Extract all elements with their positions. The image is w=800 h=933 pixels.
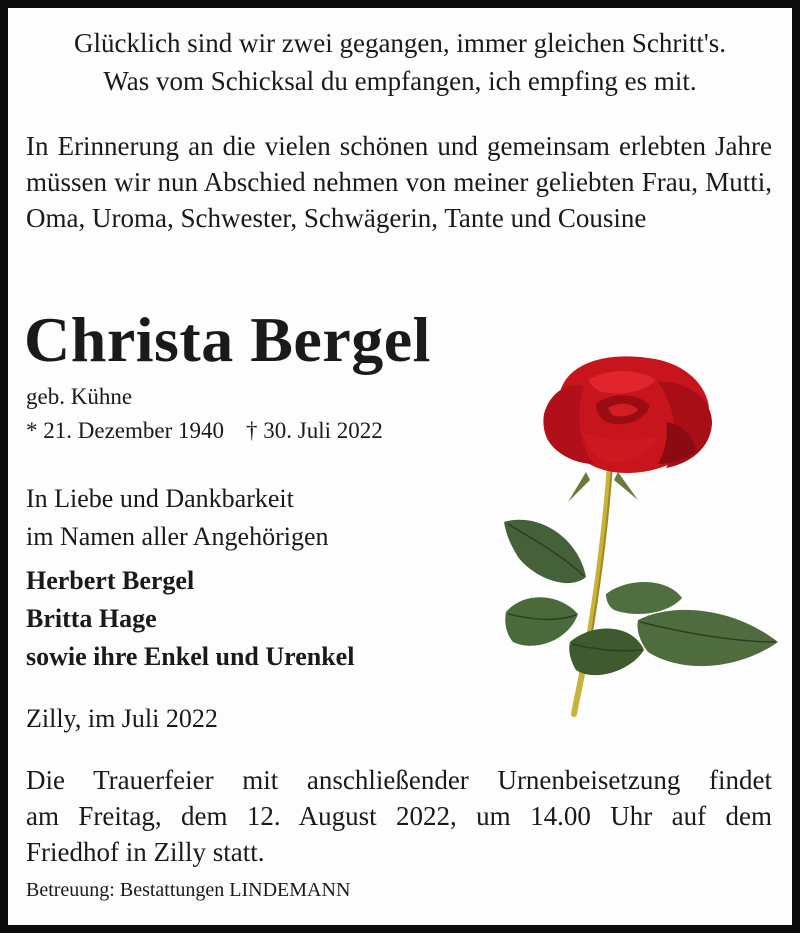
rose-stem bbox=[574, 464, 610, 714]
life-dates bbox=[26, 416, 383, 446]
death-date: † 30. Juli 2022 bbox=[246, 418, 383, 443]
poem-line: Was vom Schicksal du empfangen, ich empfing es mit. bbox=[103, 66, 697, 96]
thanks-line: im Namen aller Angehörigen bbox=[26, 522, 329, 551]
thanks-line: In Liebe und Dankbarkeit bbox=[26, 484, 294, 513]
funeral-line: Die Trauerfeier mit anschließender Urnenbeisetzung findet bbox=[26, 765, 772, 795]
funeral-line: am Freitag, dem 12. August 2022, um 14.00 Uhr auf dem bbox=[26, 801, 772, 831]
intro-text: In Erinnerung an die vielen schönen und gemeinsam erlebten Jahre müssen wir nun Abschied nehmen von meiner geliebten Frau, Mutti, Oma, Uroma, Schwester, Schwägerin, Tante und Cousine bbox=[26, 131, 772, 233]
mourners-list bbox=[26, 562, 354, 676]
deceased-name: Christa Bergel bbox=[24, 304, 431, 375]
mourner: Herbert Bergel bbox=[26, 566, 195, 595]
rose-leaf bbox=[505, 597, 578, 646]
rose-sepal bbox=[568, 472, 590, 502]
thanks-text bbox=[26, 480, 329, 556]
rose-leaf bbox=[637, 610, 778, 666]
mourner: Britta Hage bbox=[26, 604, 157, 633]
birth-date: * 21. Dezember 1940 bbox=[26, 418, 224, 443]
poem-line: Glücklich sind wir zwei gegangen, immer gleichen Schritt's. bbox=[74, 28, 726, 58]
poem bbox=[20, 24, 780, 100]
rose-leaf bbox=[606, 582, 682, 614]
rose-leaf bbox=[569, 629, 644, 676]
undertaker-credit: Betreuung: Bestattungen LINDEMANN bbox=[26, 879, 351, 901]
place-date: Zilly, im Juli 2022 bbox=[26, 704, 218, 733]
rose-sepal bbox=[614, 472, 638, 500]
red-rose-image bbox=[498, 352, 784, 722]
funeral-notice bbox=[26, 762, 772, 870]
birth-name: geb. Kühne bbox=[26, 384, 133, 409]
funeral-line: Friedhof in Zilly statt. bbox=[26, 837, 265, 867]
mourner: sowie ihre Enkel und Urenkel bbox=[26, 642, 355, 671]
